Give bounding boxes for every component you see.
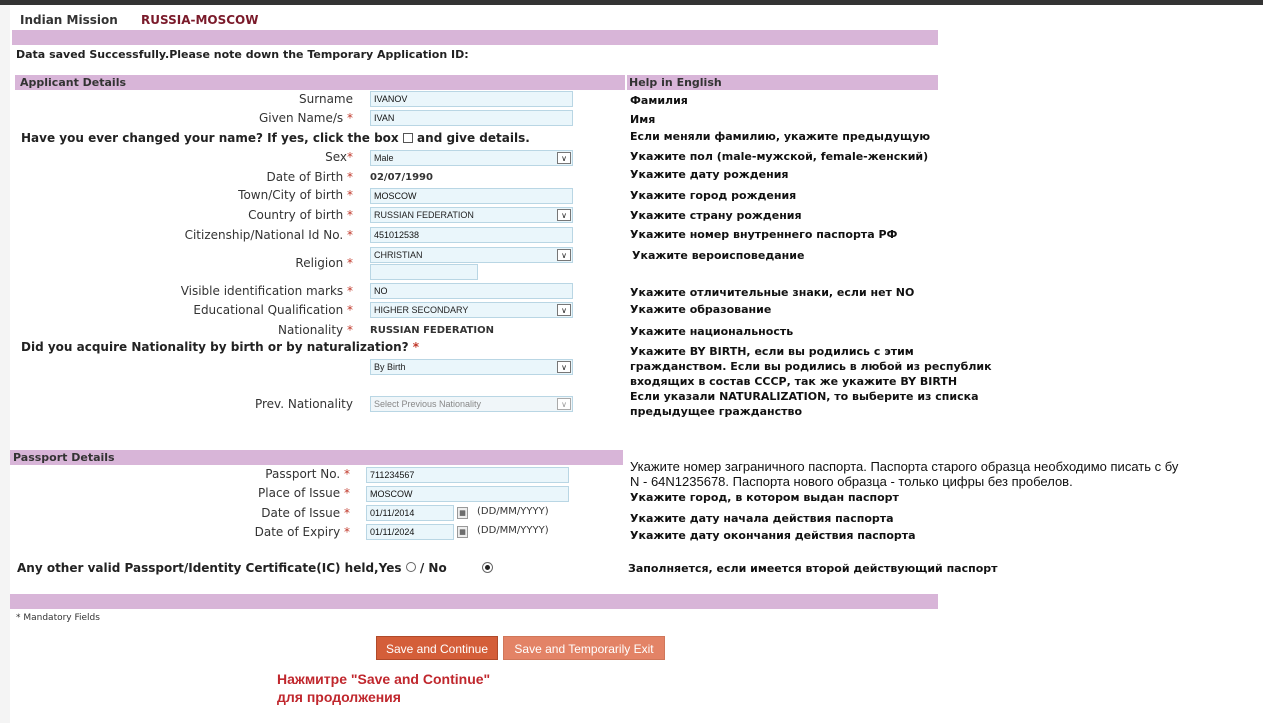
religion-select[interactable]: CHRISTIAN ∨ — [370, 247, 573, 263]
acquire-question: Did you acquire Nationality by birth or by naturalization? * — [21, 340, 420, 354]
save-message: Data saved Successfully.Please note down the Temporary Application ID: — [16, 48, 469, 61]
nationality-label: Nationality * — [278, 323, 353, 337]
country-label: Country of birth * — [248, 208, 353, 222]
help-expiry: Укажите дату окончания действия паспорта — [630, 529, 916, 542]
help-changed-name: Если меняли фамилию, укажите предыдущую — [630, 130, 931, 143]
save-and-exit-button[interactable]: Save and Temporarily Exit — [503, 636, 665, 660]
mandatory-note: * Mandatory Fields — [16, 613, 100, 623]
help-passport-no — [630, 459, 1178, 489]
chevron-down-icon: ∨ — [557, 249, 571, 261]
prev-nationality-select[interactable]: Select Previous Nationality ∨ — [370, 396, 573, 412]
help-line: предыдущее гражданство — [630, 405, 803, 418]
marks-label: Visible identification marks * — [180, 284, 353, 298]
chevron-down-icon: ∨ — [557, 152, 571, 164]
religion-other-input[interactable] — [370, 264, 478, 280]
left-edge — [0, 5, 10, 723]
instruction-line-2: для продолжения — [277, 689, 401, 705]
chevron-down-icon: ∨ — [557, 361, 571, 373]
passport-details-header: Passport Details — [10, 450, 623, 465]
religion-label: Religion * — [295, 256, 353, 270]
place-of-issue-label: Place of Issue * — [258, 486, 350, 500]
help-surname: Фамилия — [630, 94, 688, 107]
passport-no-input[interactable]: 711234567 — [366, 467, 569, 483]
date-of-issue-input[interactable]: 01/11/2014 — [366, 505, 454, 521]
changed-name-checkbox[interactable] — [403, 133, 413, 143]
help-line: Укажите BY BIRTH, если вы родились с этим — [630, 345, 914, 358]
citizenship-input[interactable]: 451012538 — [370, 227, 573, 243]
town-input[interactable]: MOSCOW — [370, 188, 573, 204]
help-place: Укажите город, в котором выдан паспорт — [630, 491, 899, 504]
date-of-expiry-input[interactable]: 01/11/2024 — [366, 524, 454, 540]
prev-nationality-label: Prev. Nationality — [254, 397, 353, 411]
help-town: Укажите город рождения — [630, 189, 797, 202]
sex-select[interactable]: Male ∨ — [370, 150, 573, 166]
surname-label: Surname — [299, 92, 353, 106]
country-select[interactable]: RUSSIAN FEDERATION ∨ — [370, 207, 573, 223]
date-format-hint: (DD/MM/YYYY) — [477, 525, 549, 536]
help-line: N - 64N1235678. Паспорта нового образца - только цифры без пробелов. — [630, 474, 1073, 489]
help-line: входящих в состав СССР, так же укажите BY BIRTH — [630, 375, 958, 388]
calendar-icon[interactable]: ▦ — [457, 507, 468, 519]
help-education: Укажите образование — [630, 303, 772, 316]
surname-input[interactable]: IVANOV — [370, 91, 573, 107]
help-given-name: Имя — [630, 113, 656, 126]
save-and-continue-button[interactable]: Save and Continue — [376, 636, 498, 660]
education-select[interactable]: HIGHER SECONDARY ∨ — [370, 302, 573, 318]
date-of-issue-label: Date of Issue * — [261, 506, 350, 520]
sex-label: Sex* — [325, 150, 353, 164]
chevron-down-icon: ∨ — [557, 398, 571, 410]
date-format-hint: (DD/MM/YYYY) — [477, 506, 549, 517]
radio-no[interactable] — [482, 562, 493, 573]
mission-label: Indian Mission — [20, 13, 118, 27]
help-sex: Укажите пол (male-мужской, female-женский) — [630, 150, 929, 163]
dob-label: Date of Birth * — [266, 170, 353, 184]
marks-input[interactable]: NO — [370, 283, 573, 299]
nationality-value: RUSSIAN FEDERATION — [370, 325, 494, 336]
help-marks: Укажите отличительные знаки, если нет NO — [630, 286, 915, 299]
place-of-issue-input[interactable]: MOSCOW — [366, 486, 569, 502]
given-name-input[interactable]: IVAN — [370, 110, 573, 126]
top-strip — [0, 0, 1263, 5]
instruction-line-1: Нажмитре "Save and Continue" — [277, 671, 491, 687]
town-label: Town/City of birth * — [238, 188, 353, 202]
help-acquire — [630, 344, 992, 419]
education-label: Educational Qualification * — [193, 303, 353, 317]
help-header: Help in English — [627, 75, 938, 90]
calendar-icon[interactable]: ▦ — [457, 526, 468, 538]
radio-yes[interactable] — [406, 562, 416, 572]
chevron-down-icon: ∨ — [557, 209, 571, 221]
help-nationality: Укажите национальность — [630, 325, 794, 338]
help-religion: Укажите вероисповедание — [632, 249, 805, 262]
date-of-expiry-label: Date of Expiry * — [254, 525, 350, 539]
help-country: Укажите страну рождения — [630, 209, 802, 222]
help-other-passport: Заполняется, если имеется второй действующий паспорт — [628, 562, 998, 575]
footer-bar — [10, 594, 938, 609]
mission-value: RUSSIA-MOSCOW — [141, 13, 259, 27]
citizenship-label: Citizenship/National Id No. * — [184, 228, 353, 242]
header-bar — [12, 30, 938, 45]
acquire-select[interactable]: By Birth ∨ — [370, 359, 573, 375]
changed-name-question: Have you ever changed your name? If yes, click the box and give details. — [21, 131, 530, 145]
applicant-details-header: Applicant Details — [15, 75, 625, 90]
help-issue: Укажите дату начала действия паспорта — [630, 512, 894, 525]
passport-no-label: Passport No. * — [265, 467, 350, 481]
help-dob: Укажите дату рождения — [630, 168, 789, 181]
chevron-down-icon: ∨ — [557, 304, 571, 316]
help-line: гражданством. Если вы родились в любой из республик — [630, 360, 992, 373]
dob-value: 02/07/1990 — [370, 172, 433, 183]
other-passport-question: Any other valid Passport/Identity Certificate(IC) held,Yes / No — [17, 561, 447, 575]
help-line: Если указали NATURALIZATION, то выберите из списка — [630, 390, 979, 403]
help-citizenship: Укажите номер внутреннего паспорта РФ — [630, 228, 898, 241]
help-line: Укажите номер заграничного паспорта. Паспорта старого образца необходимо писать с бу — [630, 459, 1179, 474]
given-name-label: Given Name/s * — [258, 111, 353, 125]
